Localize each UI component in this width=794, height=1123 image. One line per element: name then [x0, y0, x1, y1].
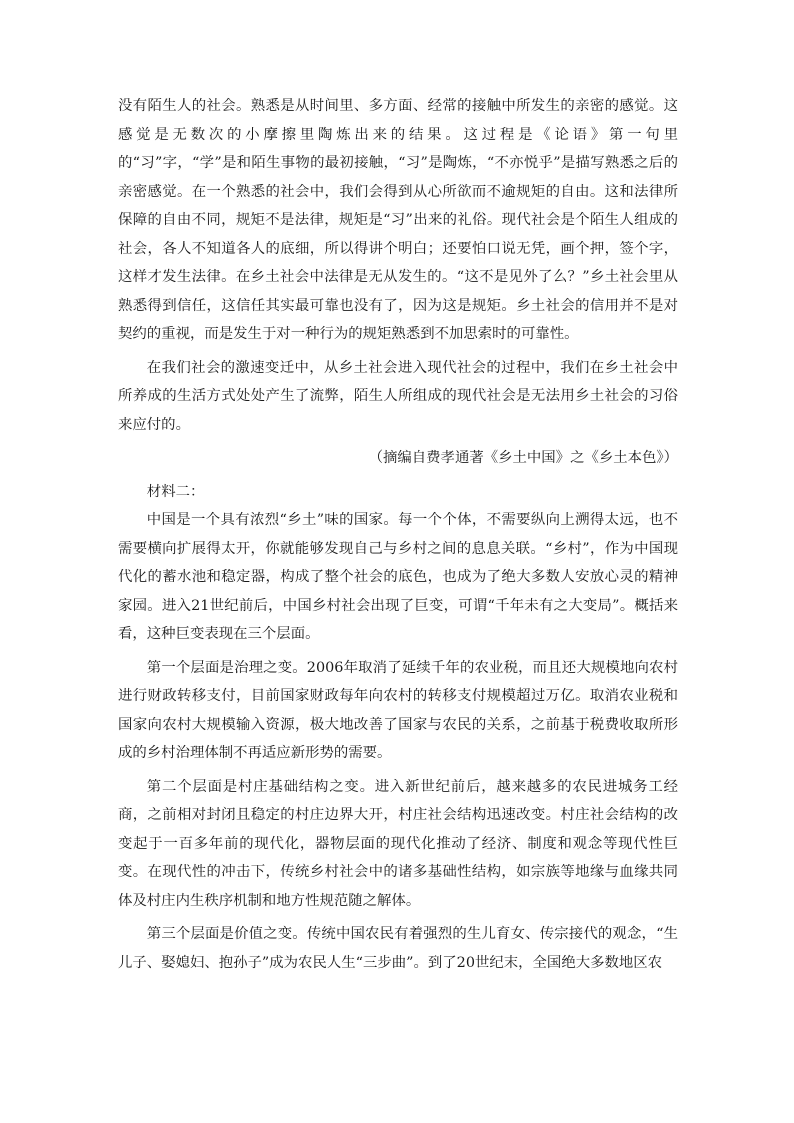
body-paragraph: 中国是一个具有浓烈“乡土”味的国家。每一个个体，不需要纵向上溯得太远，也不需要横向扩展得太开，你就能够发现自己与乡村之间的息息关联。“乡村”，作为中国现代化的蓄水池和稳定器，构成了整个社会的底色，也成为了绝大多数人安放心灵的精神家园。进入21世纪前后，中国乡村社会出现了巨变，可谓“千年未有之大变局”。概括来看，这种巨变表现在三个层面。 — [118, 512, 678, 642]
body-paragraph: 第二个层面是村庄基础结构之变。进入新世纪前后，越来越多的农民进城务工经商，之前相对封闭且稳定的村庄边界大开，村庄社会结构迅速改变。村庄社会结构的改变起于一百多年前的现代化，器物层面的现代化推动了经济、制度和观念等现代性巨变。在现代性的冲击下，传统乡村社会中的诸多基础性结构，如宗族等地缘与血缘共同体及村庄内生秩序机制和地方性规范随之解体。 — [118, 778, 678, 909]
body-paragraph: 第一个层面是治理之变。2006年取消了延续千年的农业税，而且还大规模地向农村进行财政转移支付，目前国家财政每年向农村的转移支付规模超过万亿。取消农业税和国家向农村大规模输入资源，极大地改善了国家与农民的关系，之前基于税费收取所形成的乡村治理体制不再适应新形势的需要。 — [118, 659, 678, 761]
body-paragraph: 没有陌生人的社会。熟悉是从时间里、多方面、经常的接触中所发生的亲密的感觉。这感觉是无数次的小摩擦里陶炼出来的结果。这过程是《论语》第一句里的“习”字，“学”是和陌生事物的最初接触，“习”是陶炼，“不亦悦乎”是描写熟悉之后的亲密感觉。在一个熟悉的社会中，我们会得到从心所欲而不逾规矩的自由。这和法律所保障的自由不同，规矩不是法律，规矩是“习”出来的礼俗。现代社会是个陌生人组成的社会，各人不知道各人的底细，所以得讲个明白；还要怕口说无凭，画个押，签个字，这样才发生法律。在乡土社会中法律是无从发生的。“这不是见外了么？”乡土社会里从熟悉得到信任，这信任其实最可靠也没有了，因为这是规矩。乡土社会的信用并不是对契约的重视，而是发生于对一种行为的规矩熟悉到不加思索时的可靠性。 — [118, 98, 678, 342]
document-page — [118, 92, 678, 977]
section-heading: 材料二： — [146, 483, 205, 500]
source-citation: （摘编自费孝通著《乡土中国》之《乡土本色》） — [368, 450, 678, 466]
body-paragraph: 第三个层面是价值之变。传统中国农民有着强烈的生儿育女、传宗接代的观念，“生儿子、娶媳妇、抱孙子”成为农民人生“三步曲”。到了20世纪末，全国绝大多数地区农 — [118, 926, 678, 971]
body-paragraph: 在我们社会的激速变迁中，从乡土社会进入现代社会的过程中，我们在乡土社会中所养成的生活方式处处产生了流弊，陌生人所组成的现代社会是无法用乡土社会的习俗来应付的。 — [118, 359, 678, 433]
